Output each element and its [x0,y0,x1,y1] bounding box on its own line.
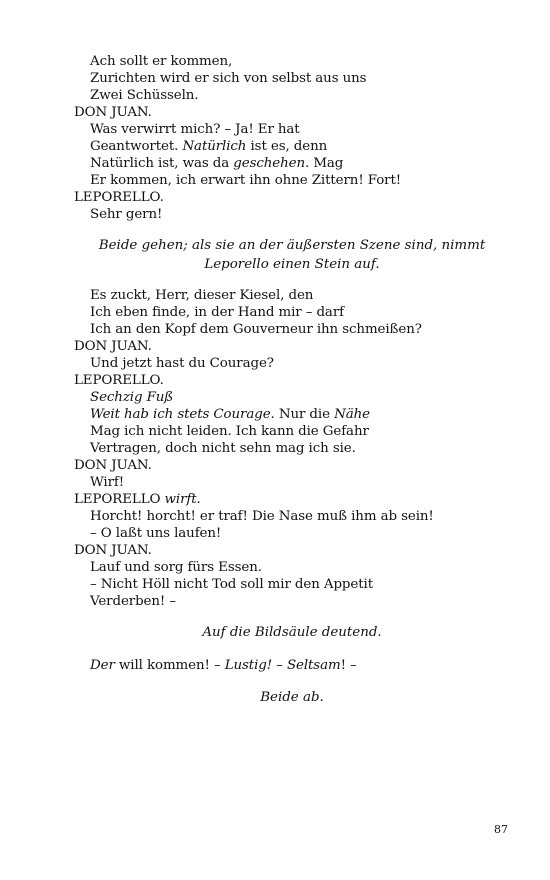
verse-line [90,321,422,338]
verse-line [90,304,344,321]
text-run: LEPORELLO [74,492,165,507]
text-run: Ich eben finde, in der Hand mir – darf [90,305,344,320]
text-run: DON JUAN. [74,543,152,558]
text-run: – [272,658,287,673]
text-run: DON JUAN. [74,339,152,354]
verse-line [90,406,370,423]
italic-text: Nähe [334,407,370,422]
italic-text: geschehen [233,156,305,171]
verse-line [90,172,401,189]
verse-line [90,138,327,155]
text-run: Lauf und sorg fürs Essen. [90,560,262,575]
verse-line [90,474,124,491]
stage-direction: Auf die Bildsäule deutend. [202,625,382,640]
text-run: Verderben! – [90,594,176,609]
verse-line [90,525,221,542]
verse-line [90,423,369,440]
verse-line [90,559,262,576]
text-run: Sehr gern! [90,207,163,222]
text-run: Wirf! [90,475,125,490]
verse-line [90,287,313,304]
text-run: Zurichten wird er sich von selbst aus uns [90,71,367,86]
italic-text: wirft. [164,492,201,507]
stage-direction: Beide gehen; als sie an der äußersten Szene sind, nimmt Leporello einen Stein auf. [98,238,486,272]
text-run: Mag ich nicht leiden. Ich kann die Gefahr [90,424,369,439]
verse-line [90,657,357,674]
verse-line [90,508,434,525]
text-run: – Nicht Höll nicht Tod soll mir den Appetit [90,577,373,592]
verse-line [90,440,356,457]
italic-text: Der [90,658,115,673]
text-run: DON JUAN. [74,458,152,473]
text-run: LEPORELLO. [74,373,164,388]
text-run: Und jetzt hast du Courage? [90,356,274,371]
verse-line [90,576,373,593]
verse-line [90,155,343,172]
text-run: LEPORELLO. [74,190,164,205]
italic-text: Seltsam [286,658,341,673]
italic-text: Lustig! [224,658,273,673]
speaker-name [74,189,164,206]
stage-direction: Beide ab. [260,690,324,705]
text-run: ist es, denn [246,139,328,154]
text-run: Natürlich ist, was da [90,156,234,171]
text-run: Zwei Schüsseln. [90,88,199,103]
verse-line [90,53,232,70]
verse-line [90,70,366,87]
speaker-name [74,491,201,508]
text-run: Es zuckt, Herr, dieser Kiesel, den [90,288,314,303]
verse-line [90,87,198,104]
page-number: 87 [494,823,508,836]
speaker-name [74,457,152,474]
speaker-name [74,542,152,559]
text-run: Geantwortet. [90,139,183,154]
italic-text: Natürlich [182,139,247,154]
text-run: ! – [340,658,357,673]
verse-line [90,121,300,138]
verse-line [90,593,176,610]
text-run: – O laßt uns laufen! [90,526,222,541]
speaker-name [74,338,152,355]
text-run: . Nur die [270,407,335,422]
verse-line [90,206,162,223]
text-run: Ich an den Kopf dem Gouverneur ihn schmeißen? [90,322,422,337]
text-run: Was verwirrt mich? – Ja! Er hat [90,122,300,137]
text-run: DON JUAN. [74,105,152,120]
text-run: . Mag [305,156,344,171]
text-run: Ach sollt er kommen, [90,54,233,69]
text-run: Horcht! horcht! er traf! Die Nase muß ihm ab sein! [90,509,434,524]
verse-line [90,389,173,406]
italic-text: Weit hab ich stets Courage [90,407,271,422]
speaker-name [74,104,152,121]
text-run: Er kommen, ich erwart ihn ohne Zittern! Fort! [90,173,402,188]
text-run: will kommen! – [114,658,225,673]
speaker-name [74,372,164,389]
text-run: Vertragen, doch nicht sehn mag ich sie. [90,441,356,456]
verse-line [90,355,274,372]
italic-text: Sechzig Fuß [90,390,174,405]
